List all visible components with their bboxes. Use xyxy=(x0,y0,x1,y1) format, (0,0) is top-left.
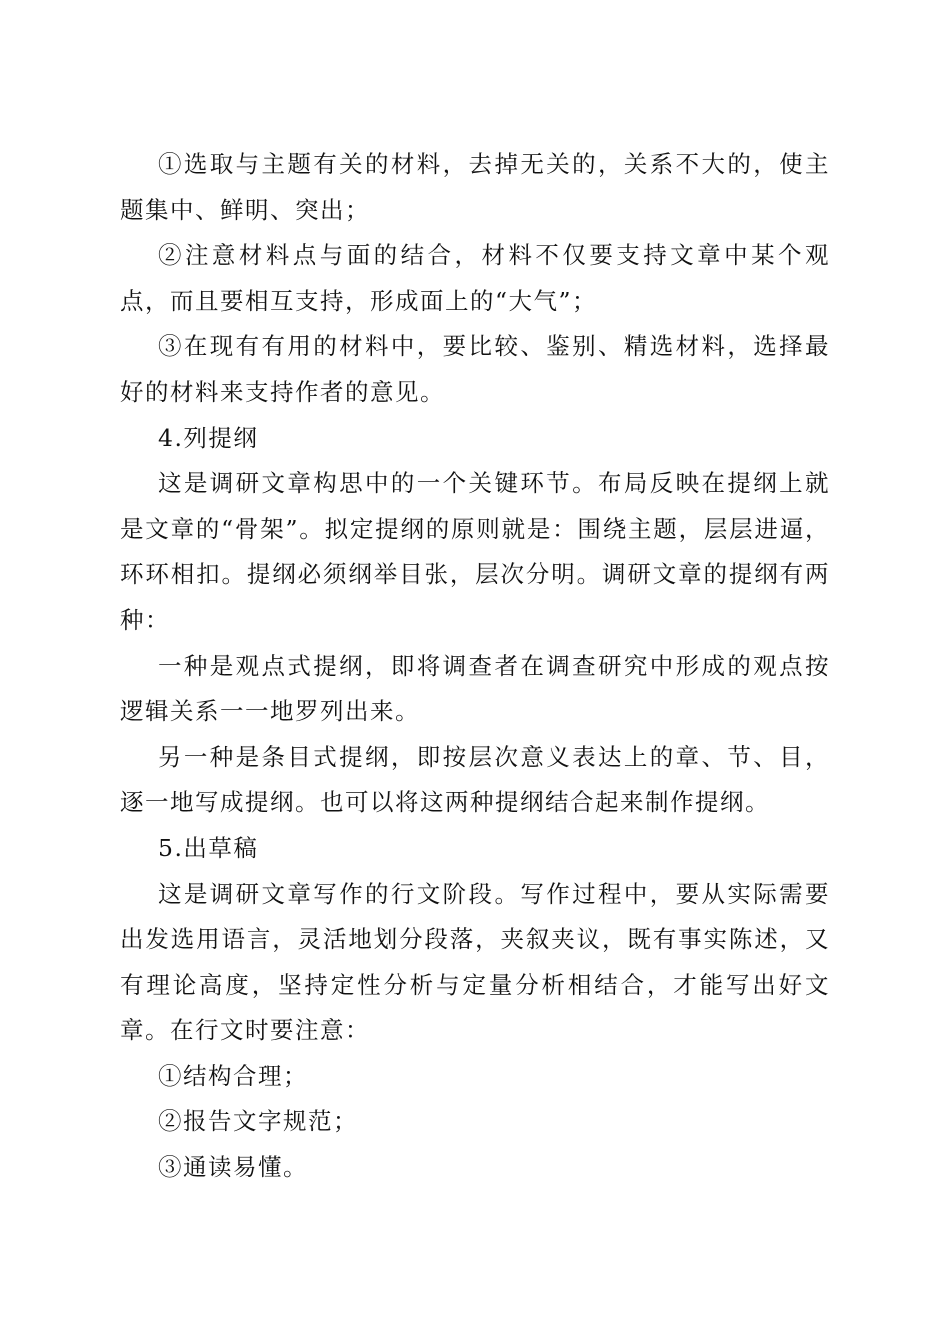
list-item-structure: ①结构合理； xyxy=(158,1061,308,1090)
list-item-wording: ②报告文字规范； xyxy=(158,1107,358,1136)
paragraph-point-surface: ②注意材料点与面的结合，材料不仅要支持文章中某个观点，而且要相互支持，形成面上的“大气”； xyxy=(120,241,830,315)
list-item-readability: ③通读易懂。 xyxy=(158,1153,308,1182)
section-heading-outline: 4.列提纲 xyxy=(158,423,259,452)
paragraph-item-outline: 另一种是条目式提纲，即按层次意义表达上的章、节、目，逐一地写成提纲。也可以将这两种提纲结合起来制作提纲。 xyxy=(120,742,830,817)
document-body xyxy=(120,142,830,1191)
section-heading-draft: 5.出草稿 xyxy=(158,833,259,862)
paragraph-outline-intro: 这是调研文章构思中的一个关键环节。布局反映在提纲上就是文章的“骨架”。拟定提纲的原则就是：围绕主题，层层进逼，环环相扣。提纲必须纲举目张，层次分明。调研文章的提纲有两种： xyxy=(120,469,830,634)
paragraph-draft-intro: 这是调研文章写作的行文阶段。写作过程中，要从实际需要出发选用语言，灵活地划分段落，夹叙夹议，既有事实陈述，又有理论高度，坚持定性分析与定量分析相结合，才能写出好文章。在行文时要注意： xyxy=(120,879,830,1045)
paragraph-viewpoint-outline: 一种是观点式提纲，即将调查者在调查研究中形成的观点按逻辑关系一一地罗列出来。 xyxy=(120,651,830,726)
paragraph-best-material: ③在现有有用的材料中，要比较、鉴别、精选材料，选择最好的材料来支持作者的意见。 xyxy=(120,332,830,406)
paragraph-material-selection: ①选取与主题有关的材料，去掉无关的，关系不大的，使主题集中、鲜明、突出； xyxy=(120,150,830,224)
